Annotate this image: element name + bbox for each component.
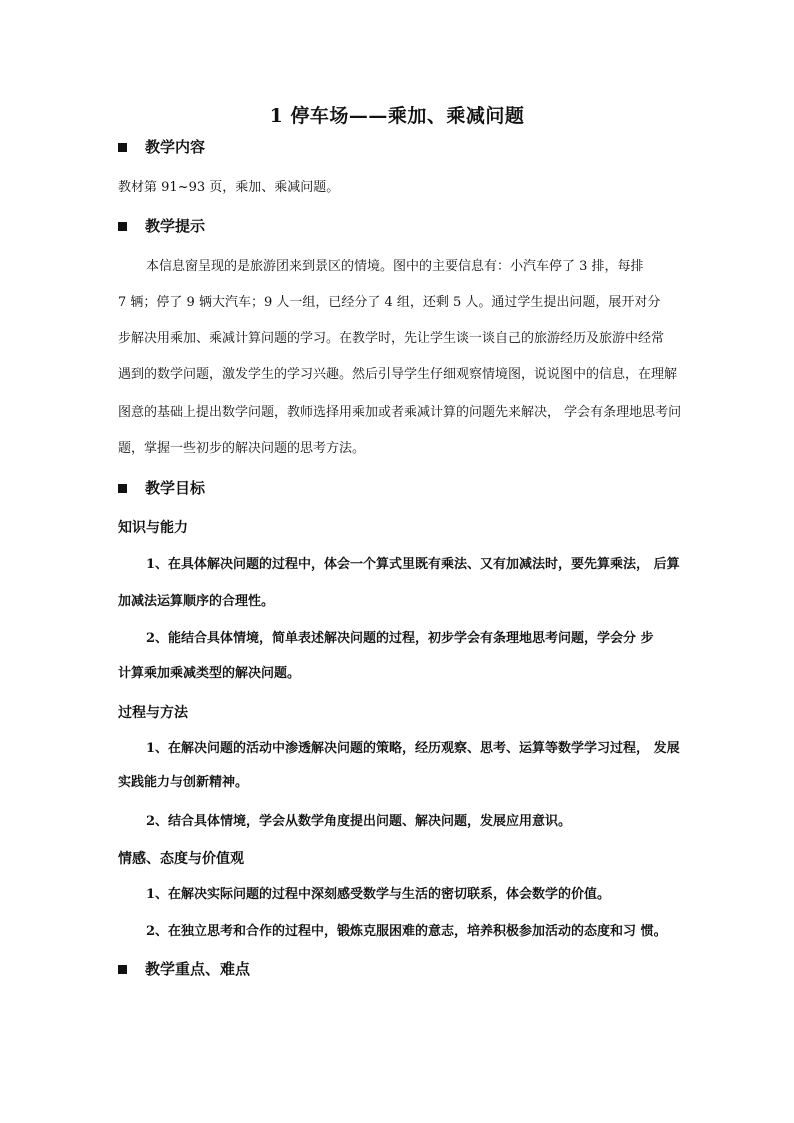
paragraph-line: 加减法运算顺序的合理性。 — [118, 594, 275, 609]
paragraph-line: 1、在解决实际问题的过程中深刻感受数学与生活的密切联系，体会数学的价值。 — [146, 887, 611, 902]
square-bullet-icon — [118, 484, 127, 493]
section-heading-label: 教学重点、难点 — [145, 960, 251, 978]
paragraph-line: 题，掌握一些初步的解决问题的思考方法。 — [118, 441, 366, 456]
paragraph-line: 实践能力与创新精神。 — [118, 775, 249, 790]
paragraph-line: 2、在独立思考和合作的过程中，锻炼克服困难的意志，培养积极参加活动的态度和习 惯。 — [146, 924, 667, 939]
paragraph-line: 计算乘加乘减类型的解决问题。 — [118, 666, 301, 681]
section-heading-keypoints — [118, 958, 250, 980]
subheading-knowledge: 知识与能力 — [118, 520, 188, 536]
square-bullet-icon — [118, 222, 127, 231]
paragraph-line: 遇到的数学问题，激发学生的学习兴趣。然后引导学生仔细观察情境图，说说图中的信息，在理解 — [118, 367, 678, 382]
section-heading-hint — [118, 215, 205, 237]
paragraph-line: 2、能结合具体情境，简单表述解决问题的过程，初步学会有条理地思考问题，学会分 步 — [146, 631, 654, 646]
section-heading-label: 教学目标 — [145, 479, 206, 497]
square-bullet-icon — [118, 143, 127, 152]
paragraph-line: 图意的基础上提出数学问题，教师选择用乘加或者乘减计算的问题先来解决， 学会有条理地思考问 — [118, 405, 682, 420]
section-heading-goals — [118, 477, 205, 499]
page-title: 1 停车场——乘加、乘减问题 — [269, 105, 525, 127]
paragraph-line: 教材第 91~93 页，乘加、乘减问题。 — [118, 180, 340, 195]
subheading-attitude: 情感、态度与价值观 — [118, 851, 244, 867]
paragraph-line: 步解决用乘加、乘减计算问题的学习。在教学时，先让学生谈一谈自己的旅游经历及旅游中经常 — [118, 331, 665, 346]
paragraph-line: 7 辆；停了 9 辆大汽车；9 人一组，已经分了 4 组，还剩 5 人。通过学生提出问题，展开对分 — [118, 295, 661, 310]
paragraph-line: 1、在具体解决问题的过程中，体会一个算式里既有乘法、又有加减法时，要先算乘法， 后算 — [146, 557, 680, 572]
section-heading-label: 教学提示 — [145, 217, 206, 235]
section-heading-label: 教学内容 — [145, 138, 206, 156]
paragraph-line: 2、结合具体情境，学会从数学角度提出问题、解决问题，发展应用意识。 — [146, 814, 572, 829]
section-heading-content — [118, 136, 205, 158]
subheading-process: 过程与方法 — [118, 705, 188, 721]
square-bullet-icon — [118, 965, 127, 974]
paragraph-line: 本信息窗呈现的是旅游团来到景区的情境。图中的主要信息有：小汽车停了 3 排，每排 — [146, 259, 644, 274]
paragraph-line: 1、在解决问题的活动中渗透解决问题的策略，经历观察、思考、运算等数学学习过程， 发展 — [146, 741, 680, 756]
